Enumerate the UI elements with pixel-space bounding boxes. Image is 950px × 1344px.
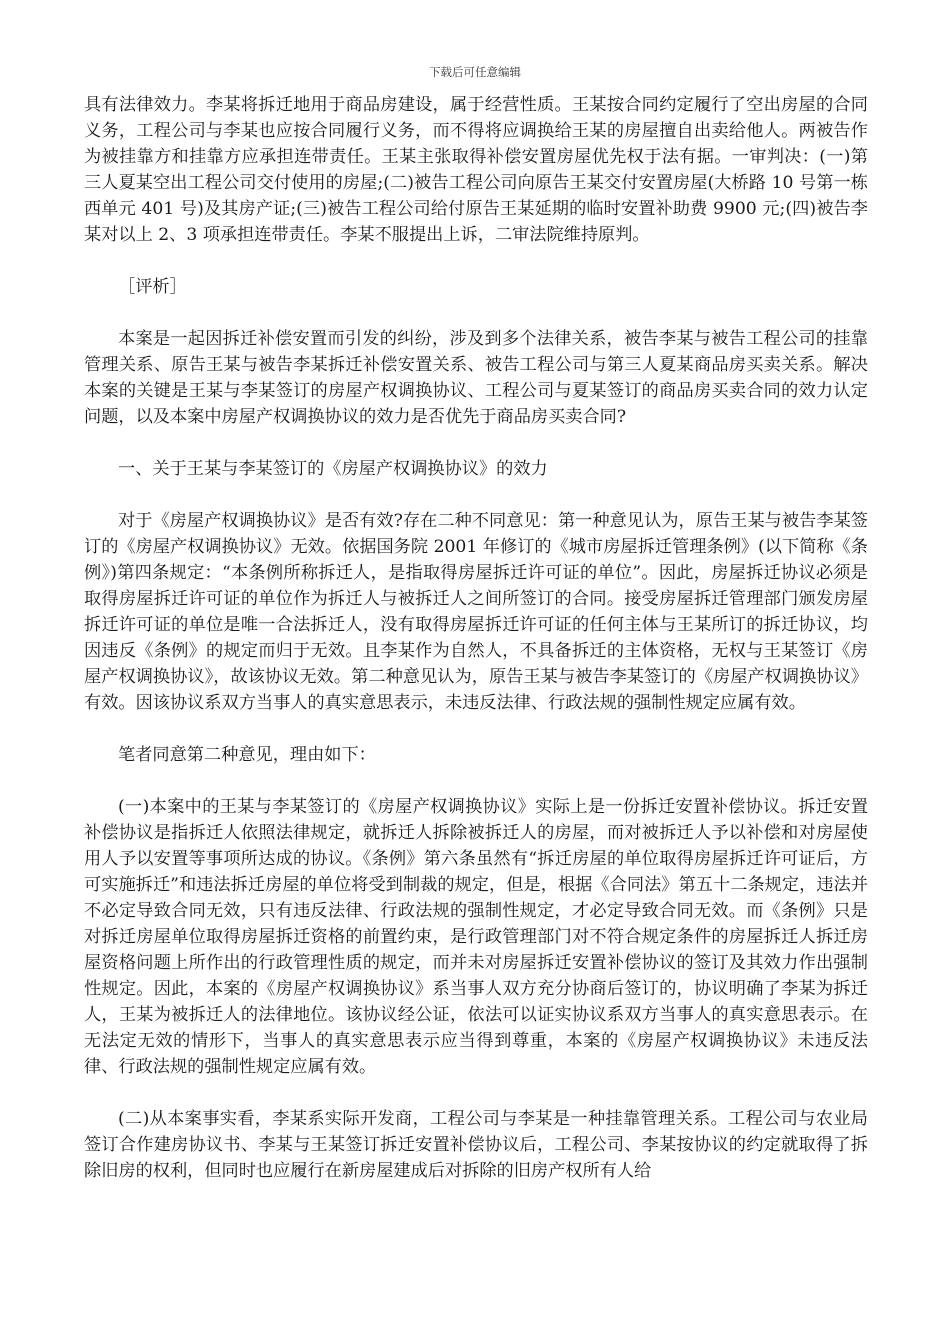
paragraph-3: 对于《房屋产权调换协议》是否有效?存在二种不同意见：第一种意见认为，原告王某与被告李某签订的《房屋产权调换协议》无效。依据国务院 2001 年修订的《城市房屋拆迁管理条例》(以下简称《条例》)第四条规定：“本条例所称拆迁人，是指取得房屋拆迁许可证的单位”。因此，房屋拆迁协议必须是取得房屋拆迁许可证的单位作为拆迁人与被拆迁人之间所签订的合同。接受房屋拆迁管理部门颁发房屋拆迁许可证的单位是唯一合法拆迁人，没有取得房屋拆迁许可证的任何主体与王某所订的拆迁协议，均因违反《条例》的规定而归于无效。且李某作为自然人，不具备拆迁的主体资格，无权与王某签订《房屋产权调换协议》，故该协议无效。第二种意见认为，原告王某与被告李某签订的《房屋产权调换协议》有效。因该协议系双方当事人的真实意思表示，未违反法律、行政法规的强制性规定应属有效。 <box>84 511 868 713</box>
section-heading-1: 一、关于王某与李某签订的《房屋产权调换协议》的效力 <box>118 459 548 479</box>
paragraph-5: (一)本案中的王某与李某签订的《房屋产权调换协议》实际上是一份拆迁安置补偿协议。拆迁安置补偿协议是指拆迁人依照法律规定，就拆迁人拆除被拆迁人的房屋，而对被拆迁人予以补偿和对房屋使用人予以安置等事项所达成的协议。《条例》第六条虽然有“拆迁房屋的单位取得房屋拆迁许可证后，方可实施拆迁”和违法拆迁房屋的单位将受到制裁的规定，但是，根据《合同法》第五十二条规定，违法并不必定导致合同无效，只有违反法律、行政法规的强制性规定，才必定导致合同无效。而《条例》只是对拆迁房屋单位取得房屋拆迁资格的前置约束，是行政管理部门对不符合规定条件的房屋拆迁人拆迁房屋资格问题上所作出的行政管理性质的规定，而并未对房屋拆迁安置补偿协议的签订及其效力作出强制性规定。因此，本案的《房屋产权调换协议》系当事人双方充分协商后签订的，协议明确了李某为拆迁人，王某为被拆迁人的法律地位。该协议经公证，依法可以证实协议系双方当事人的真实意思表示。在无法定无效的情形下，当事人的真实意思表示应当得到尊重，本案的《房屋产权调换协议》未违反法律、行政法规的强制性规定应属有效。 <box>84 797 868 1077</box>
section-heading-comment: ［评析］ <box>118 277 187 297</box>
paragraph-4: 笔者同意第二种意见，理由如下： <box>118 745 376 765</box>
document-body <box>84 92 868 1184</box>
paragraph-6: (二)从本案事实看，李某系实际开发商，工程公司与李某是一种挂靠管理关系。工程公司与农业局签订合作建房协议书、李某与王某签订拆迁安置补偿协议后，工程公司、李某按协议的约定就取得了拆除旧房的权利，但同时也应履行在新房屋建成后对拆除的旧房产权所有人给 <box>84 1109 868 1181</box>
paragraph-1: 具有法律效力。李某将拆迁地用于商品房建设，属于经营性质。王某按合同约定履行了空出房屋的合同义务，工程公司与李某也应按合同履行义务，而不得将应调换给王某的房屋擅自出卖给他人。两被告作为被挂靠方和挂靠方应承担连带责任。王某主张取得补偿安置房屋优先权于法有据。一审判决：(一)第三人夏某空出工程公司交付使用的房屋;(二)被告工程公司向原告王某交付安置房屋(大桥路 10 号第一栋西单元 401 号)及其房产证;(三)被告工程公司给付原告王某延期的临时安置补助费 9900 元;(四)被告李某对以上 2、3 项承担连带责任。李某不服提出上诉，二审法院维持原判。 <box>84 95 868 245</box>
paragraph-2: 本案是一起因拆迁补偿安置而引发的纠纷，涉及到多个法律关系，被告李某与被告工程公司的挂靠管理关系、原告王某与被告李某拆迁补偿安置关系、被告工程公司与第三人夏某商品房买卖关系。解决本案的关键是王某与李某签订的房屋产权调换协议、工程公司与夏某签订的商品房买卖合同的效力认定问题，以及本案中房屋产权调换协议的效力是否优先于商品房买卖合同? <box>84 329 868 427</box>
page-header: 下载后可任意编辑 <box>429 65 521 79</box>
